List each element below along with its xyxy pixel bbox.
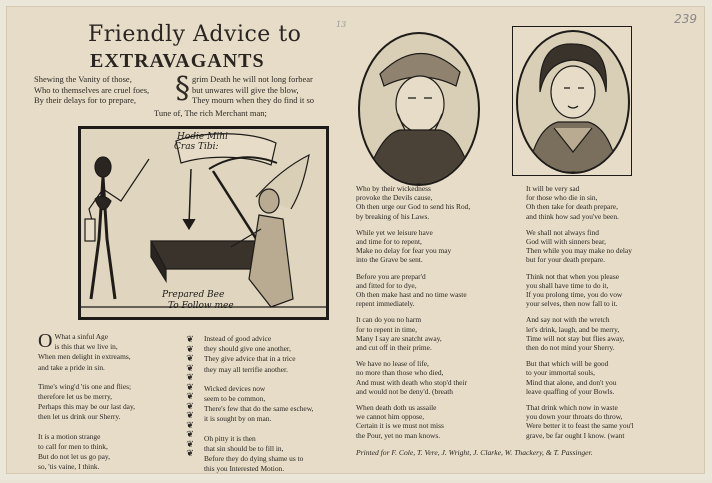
title-line-1: Friendly Advice to xyxy=(88,22,302,47)
verse-line: for to repent in time, xyxy=(356,324,417,334)
banner-text-top: Cras Tibi: xyxy=(174,142,219,152)
fleuron-icon: ❦ xyxy=(186,344,194,355)
fleuron-icon: ❦ xyxy=(186,420,194,431)
fleuron-icon: ❦ xyxy=(186,354,194,364)
verse-line: Wicked devices now xyxy=(204,383,266,393)
woodcut-illustration-icon xyxy=(81,129,326,317)
verse-line: repent immediately. xyxy=(356,299,415,309)
fleuron-icon: ❦ xyxy=(186,382,194,393)
stanza xyxy=(38,432,135,473)
stanza xyxy=(38,332,135,373)
brace-ornament-icon: § xyxy=(175,71,190,106)
verse-line: you down your throats do throw, xyxy=(526,412,623,422)
verse-line: Perhaps this may be our last day, xyxy=(38,402,136,412)
verse-line: we cannot him oppose, xyxy=(356,412,425,422)
stanza xyxy=(356,315,470,352)
verse-line: That drink which now in waste xyxy=(526,403,618,413)
verse-line: We have no lease of life, xyxy=(356,359,429,369)
title-line-2: EXTRAVAGANTS xyxy=(90,50,265,72)
banner-text-bottom: To Follow mee xyxy=(168,301,234,311)
verse-line: the Pour, yet no man knows. xyxy=(356,430,441,440)
stanza xyxy=(204,434,313,475)
verse-line: this you Interested Motion. xyxy=(204,464,285,474)
subtitle-right xyxy=(192,74,342,106)
verse-line: by breaking of his Laws. xyxy=(356,211,430,221)
verse-line: it is sought by on man. xyxy=(204,414,272,424)
verse-line: Before they do dying shame us to xyxy=(204,454,304,464)
verse-line: We shall not always find xyxy=(526,227,599,237)
verse-line: and think how sad you've been. xyxy=(526,211,619,221)
imprint-line: Printed for F. Cole, T. Vere, J. Wright, J. Clarke, W. Thackery, & T. Passinger. xyxy=(356,448,593,457)
stanza xyxy=(356,359,470,396)
subtitle-left xyxy=(34,74,174,106)
ornament-column xyxy=(182,336,198,461)
verse-line: Then while you may make no delay xyxy=(526,246,632,256)
verse-line: leave quaffing of your Bowls. xyxy=(526,386,615,396)
broadside-sheet xyxy=(6,6,705,474)
verse-line: they may all terrifie another. xyxy=(204,364,288,374)
verse-line: Make no delay for fear you may xyxy=(356,246,452,256)
verse-line: Oh pitty it is then xyxy=(204,433,256,443)
verse-line: is this that we live in, xyxy=(54,342,118,352)
verse-line: they should give one another, xyxy=(204,344,291,354)
verse-line: Were better it to feast the same you'l xyxy=(526,421,634,431)
verse-line: When men delight in extreams, xyxy=(38,352,131,362)
verse-line: Time will not stay but flies away, xyxy=(526,333,625,343)
verse-line: Instead of good advice xyxy=(204,334,272,343)
verse-line: Oh then urge our God to send his Rod, xyxy=(356,202,471,212)
tune-line: Tune of, The rich Merchant man; xyxy=(154,108,267,118)
subtitle-line: Shewing the Vanity of those, xyxy=(34,74,132,84)
stanza xyxy=(204,384,313,425)
verse-line: seem to be common, xyxy=(204,394,266,404)
verse-line: Many I say are snatcht away, xyxy=(356,333,442,343)
verse-line: and would not be deny'd. (breath xyxy=(356,386,453,396)
stanza xyxy=(204,334,313,375)
stanza xyxy=(526,228,634,265)
verse-line: What a sinful Age xyxy=(54,332,109,341)
verse-line: It can do you no harm xyxy=(356,315,422,325)
verse-line: They give advice that in a trice xyxy=(204,354,296,364)
drop-cap: O xyxy=(38,330,53,352)
verse-line: let's drink, laugh, and be merry, xyxy=(526,324,620,334)
stanza xyxy=(526,272,634,309)
pencil-mark: 13 xyxy=(336,20,347,29)
verse-column-4 xyxy=(526,184,634,440)
verse-line: and time for to repent, xyxy=(356,237,422,247)
verse-line: provoke the Devils cause, xyxy=(356,193,433,203)
verse-line: If you prolong time, you do vow xyxy=(526,290,623,300)
portrait-king xyxy=(358,32,480,186)
stanza xyxy=(356,228,470,265)
verse-line: There's few that do the same eschew, xyxy=(204,404,314,414)
verse-line: no more than those who died, xyxy=(356,368,444,378)
subtitle-line: but unwares will give the blow, xyxy=(192,84,299,95)
fleuron-icon: ❦ xyxy=(186,373,194,383)
verse-line: then do not mind your Sherry. xyxy=(526,343,615,353)
stanza xyxy=(356,184,470,221)
verse-line: When death doth us assaile xyxy=(356,403,437,413)
verse-line: It is a motion strange xyxy=(38,431,101,441)
verse-line: Time's wing'd 'tis one and flies; xyxy=(38,381,132,391)
verse-line: but for your death prepare. xyxy=(526,255,606,265)
banner-text-top: Hodie Mihi xyxy=(177,132,228,142)
verse-line: you shall have time to do it, xyxy=(526,280,609,290)
verse-line: grave, be far ought I know. (want xyxy=(526,430,625,440)
verse-line: And say not with the wretch xyxy=(526,315,610,325)
fleuron-icon: ❦ xyxy=(186,449,194,459)
subtitle-line: By their delays for to prepare, xyxy=(34,95,136,105)
verse-column-middle xyxy=(204,334,313,483)
verse-line: to your immortal souls, xyxy=(526,368,595,378)
verse-line: for those who die in sin, xyxy=(526,193,598,203)
verse-line: and take a pride in sin. xyxy=(38,362,105,372)
stanza xyxy=(356,403,470,440)
fleuron-icon: ❦ xyxy=(186,363,194,374)
verse-column-3 xyxy=(356,184,470,440)
banner-text-bottom: Prepared Bee xyxy=(162,290,225,300)
stanza xyxy=(356,272,470,309)
verse-line: While yet we leisure have xyxy=(356,227,433,237)
fleuron-icon: ❦ xyxy=(186,430,194,440)
verse-line: and cut off in their prime. xyxy=(356,343,432,353)
verse-line: into the Grave be sent. xyxy=(356,255,423,265)
verse-line: Who by their wickedness xyxy=(356,184,431,193)
verse-line: And must with death who stop'd their xyxy=(356,377,467,387)
verse-line: Mind that alone, and don't you xyxy=(526,377,617,387)
verse-line: Think not that when you please xyxy=(526,271,619,281)
verse-line: God will with sinners bear, xyxy=(526,237,606,247)
verse-line: Oh then take for death prepare, xyxy=(526,202,618,212)
verse-line: therefore let us be merry, xyxy=(38,392,113,402)
stanza xyxy=(526,315,634,352)
portrait-woman xyxy=(516,30,630,174)
verse-line: then let us drink our Sherry. xyxy=(38,412,121,422)
stanza xyxy=(38,382,135,423)
fleuron-icon: ❦ xyxy=(186,392,194,402)
stanza xyxy=(526,359,634,396)
verse-line: so, 'tis vaine, I think. xyxy=(38,462,100,472)
verse-line: Certain it is we must not miss xyxy=(356,421,444,431)
stanza xyxy=(526,403,634,440)
fleuron-icon: ❦ xyxy=(186,401,194,412)
subtitle-line: They mourn when they do find it so xyxy=(192,95,315,105)
subtitle-line: grim Death he will not long forbear xyxy=(192,74,313,84)
stanza xyxy=(526,184,634,221)
fleuron-icon: ❦ xyxy=(186,439,194,450)
verse-line: It will be very sad xyxy=(526,184,580,193)
verse-line: Oh then make hast and no time waste xyxy=(356,290,467,300)
verse-column-left xyxy=(38,332,135,481)
sheet-number: 239 xyxy=(674,12,697,26)
verse-line: But that which will be good xyxy=(526,359,609,369)
fleuron-icon: ❦ xyxy=(186,335,194,345)
verse-line: that sin should be to fill in, xyxy=(204,443,284,453)
verse-line: and fitted for to dye, xyxy=(356,280,417,290)
verse-line: Before you are prepar'd xyxy=(356,271,426,281)
verse-line: your selves, then now fall to it. xyxy=(526,299,618,309)
king-portrait-icon xyxy=(360,34,478,184)
subtitle-line: Who to themselves are cruel foes, xyxy=(34,84,150,95)
verse-line: But do not let us go pay, xyxy=(38,452,110,462)
verse-line: to call for men to think, xyxy=(38,441,108,451)
fleuron-icon: ❦ xyxy=(186,411,194,421)
woman-portrait-icon xyxy=(518,32,628,172)
